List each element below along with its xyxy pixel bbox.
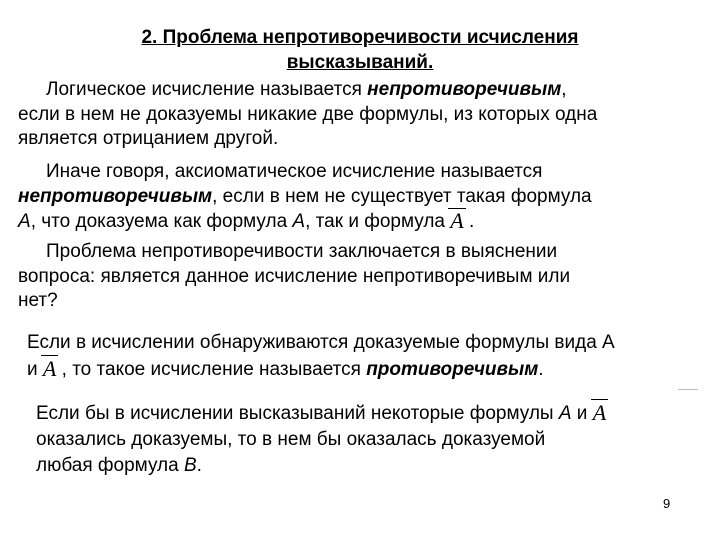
formula-a: A bbox=[292, 211, 306, 232]
paragraph-any-formula bbox=[36, 400, 696, 479]
paragraph-line: Проблема непротиворечивости заключается в выяснении bbox=[46, 241, 558, 262]
negated-formula-a bbox=[450, 209, 463, 234]
formula-symbol: A bbox=[42, 356, 57, 381]
formula-symbol: A bbox=[592, 400, 607, 425]
formula-a: A bbox=[558, 403, 572, 424]
formula-symbol: A bbox=[450, 208, 464, 233]
text-span: . bbox=[538, 359, 544, 380]
text-span: любая формула bbox=[36, 455, 184, 476]
term-consistent: непротиворечивым bbox=[367, 79, 562, 100]
paragraph-line bbox=[36, 453, 696, 479]
text-span: , bbox=[561, 79, 567, 100]
formula-b: B bbox=[183, 455, 197, 476]
text-span: , так и формула bbox=[305, 211, 445, 232]
paragraph-definition bbox=[18, 78, 708, 152]
divider-line bbox=[678, 389, 698, 390]
paragraph-line bbox=[27, 356, 717, 383]
term-inconsistent: противоречивым bbox=[366, 359, 539, 380]
text-span: , то такое исчисление называется bbox=[56, 359, 367, 380]
paragraph-line bbox=[18, 78, 708, 103]
paragraph-problem bbox=[18, 240, 708, 314]
text-span: . bbox=[463, 211, 475, 232]
paragraph-line: вопроса: является данное исчисление непротиворечивым или bbox=[18, 265, 571, 287]
paragraph-line: Если в исчислении обнаруживаются доказуемые формулы вида А bbox=[27, 332, 615, 353]
paragraph-line: Иначе говоря, аксиоматическое исчисление называется bbox=[46, 161, 543, 182]
text-span: и bbox=[27, 359, 43, 380]
negation-bar bbox=[41, 355, 58, 356]
text-span: , если в нем не существует такая формула bbox=[212, 185, 592, 207]
negated-formula-a bbox=[43, 356, 56, 382]
text-span: Логическое исчисление называется bbox=[46, 79, 368, 100]
title-line-2: высказываний. bbox=[286, 52, 434, 73]
paragraph-line: если в нем не доказуемы никакие две формулы, из которых одна bbox=[18, 103, 598, 125]
paragraph-inconsistent bbox=[27, 330, 717, 383]
text-span: , что доказуема как формула bbox=[30, 211, 293, 232]
paragraph-line: является отрицанием другой. bbox=[18, 128, 279, 149]
title-line-1: 2. Проблема непротиворечивости исчисления bbox=[141, 27, 579, 48]
negation-bar bbox=[448, 208, 465, 209]
page-number: 9 bbox=[663, 496, 671, 511]
formula-a: A bbox=[18, 211, 31, 232]
paragraph-line: оказались доказуемы, то в нем бы оказалась доказуемой bbox=[36, 429, 546, 450]
paragraph-line bbox=[36, 400, 696, 427]
paragraph-line bbox=[18, 209, 708, 235]
paragraph-line bbox=[18, 185, 708, 210]
text-span: Если бы в исчислении высказываний некоторые формулы bbox=[36, 403, 559, 424]
paragraph-line: нет? bbox=[18, 290, 58, 311]
negation-bar bbox=[591, 399, 608, 400]
term-consistent: непротиворечивым bbox=[18, 185, 213, 207]
negated-formula-a bbox=[593, 400, 606, 426]
text-span: и bbox=[571, 403, 593, 424]
text-span: . bbox=[196, 455, 202, 476]
paragraph-axiomatic bbox=[18, 160, 708, 235]
